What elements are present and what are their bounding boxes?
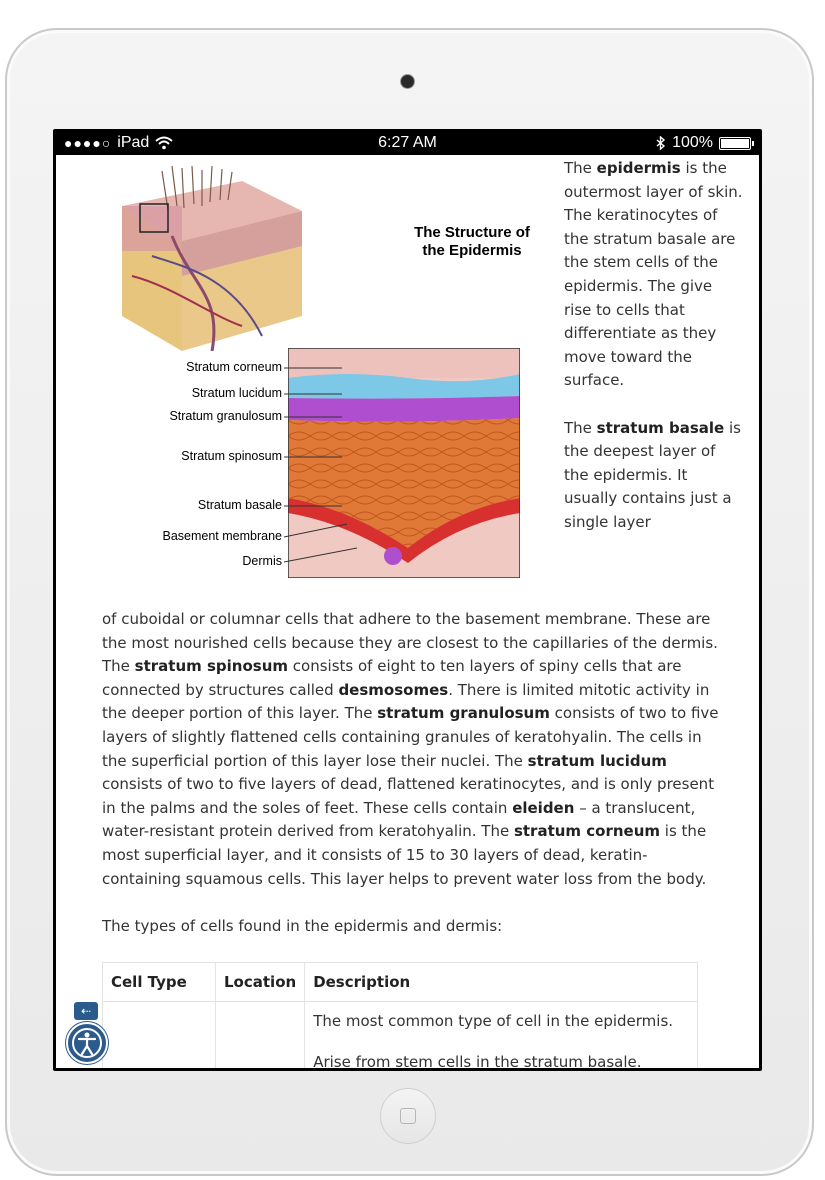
clock: 6:27 AM bbox=[378, 134, 437, 151]
label-basement-membrane: Basement membrane bbox=[162, 529, 282, 543]
signal-icon: ●●●●○ bbox=[64, 135, 112, 151]
page-content bbox=[56, 132, 759, 1068]
column-header-cell-type: Cell Type bbox=[103, 963, 216, 1002]
screen bbox=[53, 129, 762, 1071]
collapse-arrow-icon[interactable]: ⇠ bbox=[74, 1002, 98, 1020]
skin-block-illustration bbox=[102, 166, 312, 351]
battery-percent: 100% bbox=[672, 134, 713, 151]
column-header-location: Location bbox=[216, 963, 305, 1002]
epidermis-layers-illustration bbox=[288, 348, 520, 578]
accessibility-widget[interactable] bbox=[66, 1002, 106, 1062]
figure-title: The Structure of the Epidermis bbox=[414, 224, 530, 259]
epidermis-figure bbox=[102, 158, 542, 588]
epidermis-paragraph: The epidermis is the outermost layer of skin. The keratinocytes of the stratum basale are the stem cells of the epidermis. The give rise to cells that differentiate as they move toward the surface. bbox=[564, 159, 743, 390]
label-stratum-corneum: Stratum corneum bbox=[186, 360, 282, 374]
carrier-label: iPad bbox=[117, 134, 150, 151]
description-cell: The most common type of cell in the epidermis. Arise from stem cells in the stratum basale. bbox=[305, 1002, 698, 1069]
home-button[interactable] bbox=[380, 1088, 436, 1144]
table-header-row bbox=[103, 963, 698, 1002]
stratum-basale-paragraph: The stratum basale is the deepest layer of the epidermis. It usually contains just a single layer bbox=[564, 418, 741, 531]
accessibility-icon[interactable] bbox=[66, 1022, 108, 1064]
layers-paragraph: of cuboidal or columnar cells that adhere to the basement membrane. These are the most nourished cells because they are closest to the capillaries of the dermis. The stratum spinosum consists of eight to ten layers of spiny cells that are connected by structures called desmosomes. There is limited mitotic activity in the deeper portion of this layer. The stratum granulosum consists of two to five layers of slightly flattened cells containing granules of keratohyalin. The cells in the superficial portion of this layer lose their nuclei. The stratum lucidum consists of two to five layers of dead, flattened keratinocytes, and is only present in the palms and the soles of feet. These cells contain eleiden – a translucent, water-resistant protein derived from keratohyalin. The stratum corneum is the most superficial layer, and it consists of 15 to 30 layers of dead, keratin-containing squamous cells. This layer helps to prevent water loss from the body. bbox=[102, 610, 719, 888]
label-stratum-lucidum: Stratum lucidum bbox=[191, 386, 282, 400]
layers-description bbox=[102, 608, 722, 962]
table-row bbox=[103, 1002, 698, 1069]
column-header-description: Description bbox=[305, 963, 698, 1002]
label-stratum-granulosum: Stratum granulosum bbox=[169, 409, 282, 423]
status-bar bbox=[56, 132, 759, 155]
intro-text bbox=[564, 157, 744, 558]
cell-types-table bbox=[102, 962, 698, 1068]
cell-type-cell bbox=[103, 1002, 216, 1069]
cell-types-intro: The types of cells found in the epidermis and dermis: bbox=[102, 916, 503, 935]
location-cell bbox=[216, 1002, 305, 1069]
label-dermis: Dermis bbox=[242, 554, 282, 568]
bluetooth-icon bbox=[656, 136, 666, 151]
camera-icon bbox=[400, 74, 415, 89]
battery-icon bbox=[719, 137, 751, 150]
label-stratum-basale: Stratum basale bbox=[197, 498, 282, 512]
label-stratum-spinosum: Stratum spinosum bbox=[181, 449, 282, 463]
